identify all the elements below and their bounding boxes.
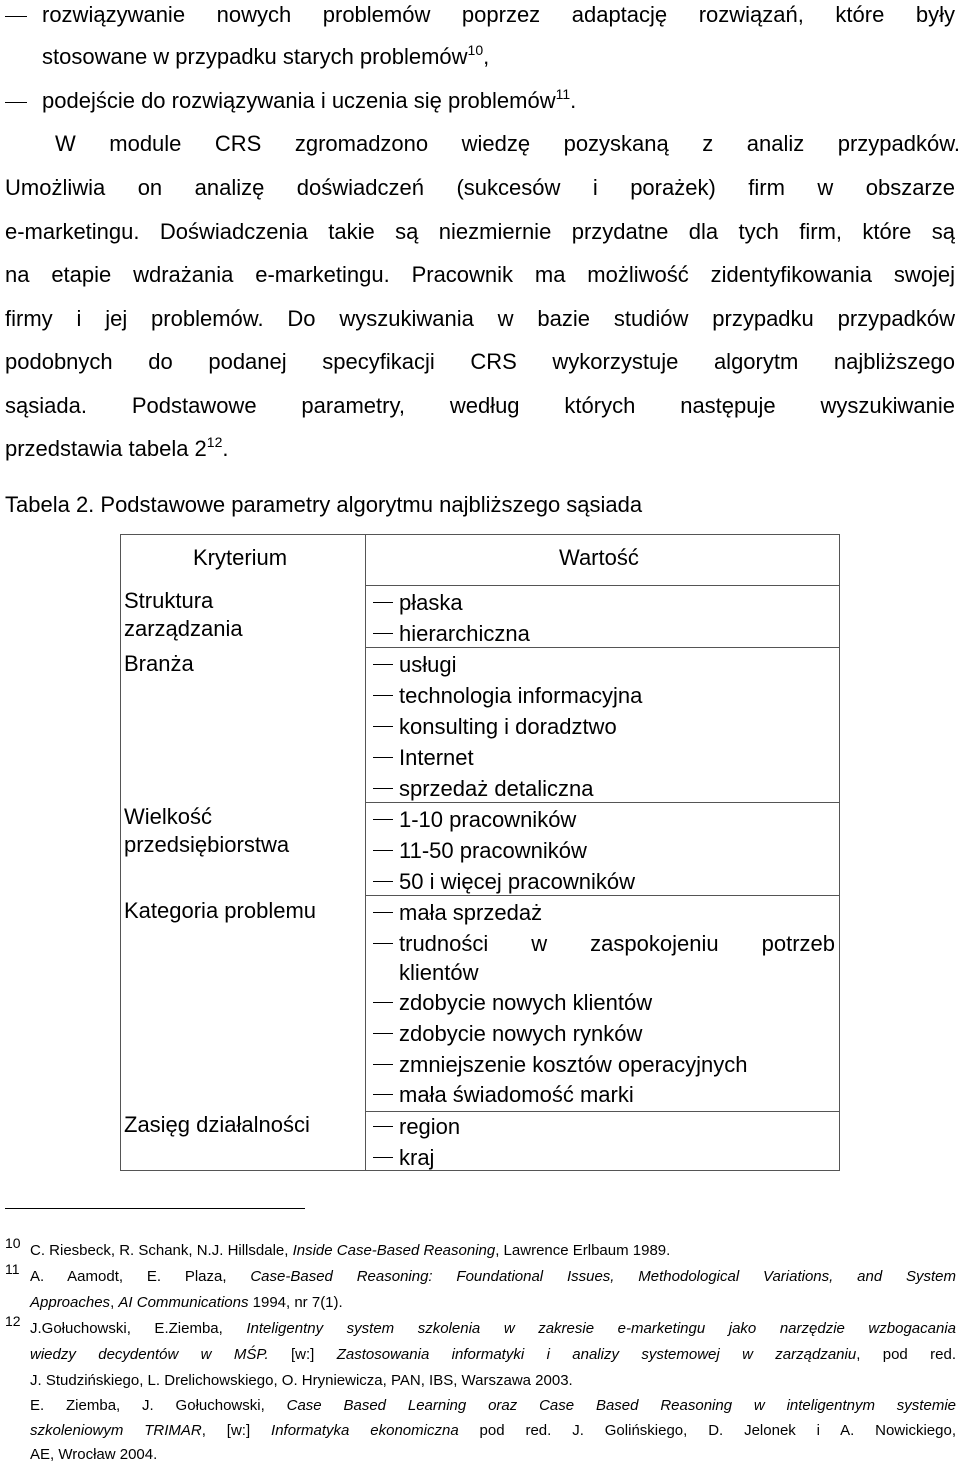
table-column-divider	[365, 535, 366, 1170]
criterion-structure: Struktura zarządzania	[124, 588, 243, 641]
footnote-12-line-6: AE, Wrocław 2004.	[30, 1446, 158, 1463]
footnote-10: 10 C. Riesbeck, R. Schank, N.J. Hillsdale, Inside Case-Based Reasoning, Lawrence Erlbaum 1989.	[5, 1235, 671, 1259]
footnote-ref-10[interactable]: 10	[467, 41, 484, 58]
table-row-divider	[365, 585, 839, 586]
paragraph-line-1: W module CRS zgromadzono wiedzę pozyskaną z analiz przypadków.	[55, 131, 960, 156]
paragraph-line-8: przedstawia tabela $2^{12}$.	[5, 433, 229, 461]
footnote-12-line-2: wiedzy decydentów w MŚP. [w:] Zastosowania informatyki i analizy systemowej w zarządzaniu, pod red.	[30, 1346, 956, 1363]
criterion-scope: Zasięg działalności	[124, 1112, 310, 1137]
footnote-12-line-4: E. Ziemba, J. Gołuchowski, Case Based Learning oraz Case Based Reasoning w inteligentnym systemie	[30, 1397, 956, 1414]
bullet-dash-icon	[5, 16, 27, 17]
criterion-company-size: Wielkość przedsiębiorstwa	[124, 804, 290, 857]
paragraph-line-7: sąsiada. Podstawowe parametry, według których następuje wyszukiwanie	[5, 393, 955, 418]
paragraph-line-4: na etapie wdrażania e-marketingu. Pracownik ma możliwość zidentyfikowania swojej	[5, 262, 955, 287]
footnote-ref-11[interactable]: 11	[555, 85, 571, 102]
footnote-12: 12 J.Gołuchowski, E.Ziemba, Inteligentny system szkolenia w zakresie e-marketingu jako narzędzie wzbogacania	[5, 1313, 956, 1337]
parameters-table: Kryterium Wartość Struktura zarządzania płaska hierarchiczna Branża usługi technologia informacyjna konsulting i doradztwo Internet sprzedaż detaliczna Wielkość przedsiębiorstwa 1-10 pracowników 11-50 pracowników 50 i więcej pracowników Kategoria problemu mała sprzedaż trudności w zaspokojeniu potrzeb klientów zdobycie nowych klientów zdobycie nowych rynków zmniejszenie kosztów operacyjnych mała świadomość marki Zasięg działalności region kraj	[120, 534, 840, 1171]
footnote-11: 11 A. Aamodt, E. Plaza, Case-Based Reasoning: Foundational Issues, Methodological Variations, and System	[5, 1261, 956, 1285]
footnote-ref-12[interactable]: 12	[206, 433, 223, 450]
header-criterion: Kryterium	[193, 545, 288, 570]
bullet-dash-icon	[5, 102, 27, 103]
footnote-11-cont: Approaches, AI Communications 1994, nr 7(1).	[30, 1294, 343, 1311]
table-row-divider	[365, 1111, 839, 1112]
paragraph-line-5: firmy i jej problemów. Do wyszukiwania w bazie studiów przypadku przypadków	[5, 306, 955, 331]
paragraph-line-3: e-marketingu. Doświadczenia takie są niezmiernie przydatne dla tych firm, które są	[5, 219, 955, 244]
bullet-2: podejście do rozwiązywania i uczenia się problemów$^{11}$.	[42, 85, 577, 113]
criterion-industry: Branża	[124, 651, 194, 676]
bullet-1-line-1: rozwiązywanie nowych problemów poprzez adaptację rozwiązań, które były	[42, 2, 955, 27]
criterion-problem-category: Kategoria problemu	[124, 898, 317, 923]
paragraph-line-6: podobnych do podanej specyfikacji CRS wykorzystuje algorytm najbliższego	[5, 349, 955, 374]
footnote-12-line-5: szkoleniowym TRIMAR, [w:] Informatyka ekonomiczna pod red. J. Golińskiego, D. Jelonek i A. Nowickiego,	[30, 1422, 956, 1439]
paragraph-line-2: Umożliwia on analizę doświadczeń (sukcesów i porażek) firm w obszarze	[5, 175, 955, 200]
footnote-12-line-3: J. Studzińskiego, L. Drelichowskiego, O. Hryniewicza, PAN, IBS, Warszawa 2003.	[30, 1372, 573, 1389]
bullet-1-line-2: stosowane w przypadku starych problemów$^{10}$,	[42, 41, 490, 69]
table-caption: Tabela 2. Podstawowe parametry algorytmu najbliższego sąsiada	[5, 492, 643, 517]
footnote-separator	[5, 1208, 305, 1209]
header-value: Wartość	[559, 545, 639, 570]
